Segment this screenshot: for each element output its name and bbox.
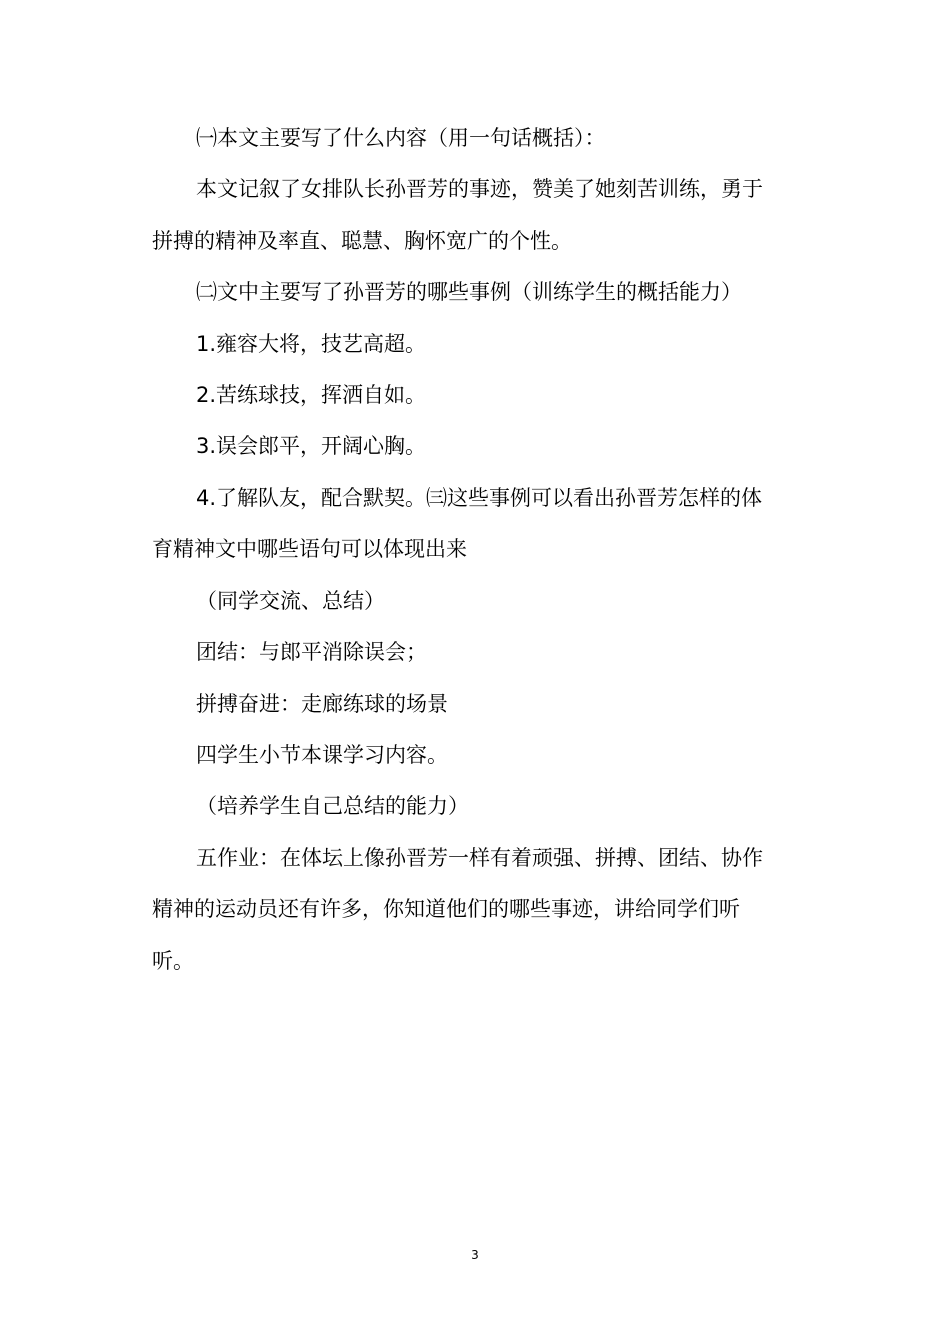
note-summary-ability: （培养学生自己总结的能力） xyxy=(196,794,469,818)
point-striving: 拼搏奋进：走廊练球的场景 xyxy=(196,692,448,716)
answer-1-line-2: 拼搏的精神及率直、聪慧、胸怀宽广的个性。 xyxy=(152,229,572,253)
section-5-homework-line-3: 听。 xyxy=(152,949,194,973)
question-3-continuation: 育精神文中哪些语句可以体现出来 xyxy=(152,537,467,561)
page-number: 3 xyxy=(471,1248,479,1262)
section-5-homework-line-1: 五作业：在体坛上像孙晋芳一样有着顽强、拼搏、团结、协作 xyxy=(196,846,763,870)
section-4-summary: 四学生小节本课学习内容。 xyxy=(196,743,448,767)
list-item-2: 2.苦练球技，挥洒自如。 xyxy=(196,383,427,407)
question-2-heading: ㈡文中主要写了孙晋芳的哪些事例（训练学生的概括能力） xyxy=(196,280,742,304)
list-item-4: 4.了解队友，配合默契。㈢这些事例可以看出孙晋芳怎样的体 xyxy=(196,486,763,510)
section-5-homework-line-2: 精神的运动员还有许多，你知道他们的哪些事迹，讲给同学们听 xyxy=(152,897,740,921)
point-unity: 团结：与郎平消除误会； xyxy=(196,640,427,664)
list-item-1: 1.雍容大将，技艺高超。 xyxy=(196,332,427,356)
note-discussion: （同学交流、总结） xyxy=(196,589,385,613)
list-item-3: 3.误会郎平，开阔心胸。 xyxy=(196,434,427,458)
answer-1-line-1: 本文记叙了女排队长孙晋芳的事迹，赞美了她刻苦训练，勇于 xyxy=(196,177,763,201)
question-1-heading: ㈠本文主要写了什么内容（用一句话概括）： xyxy=(196,126,606,150)
